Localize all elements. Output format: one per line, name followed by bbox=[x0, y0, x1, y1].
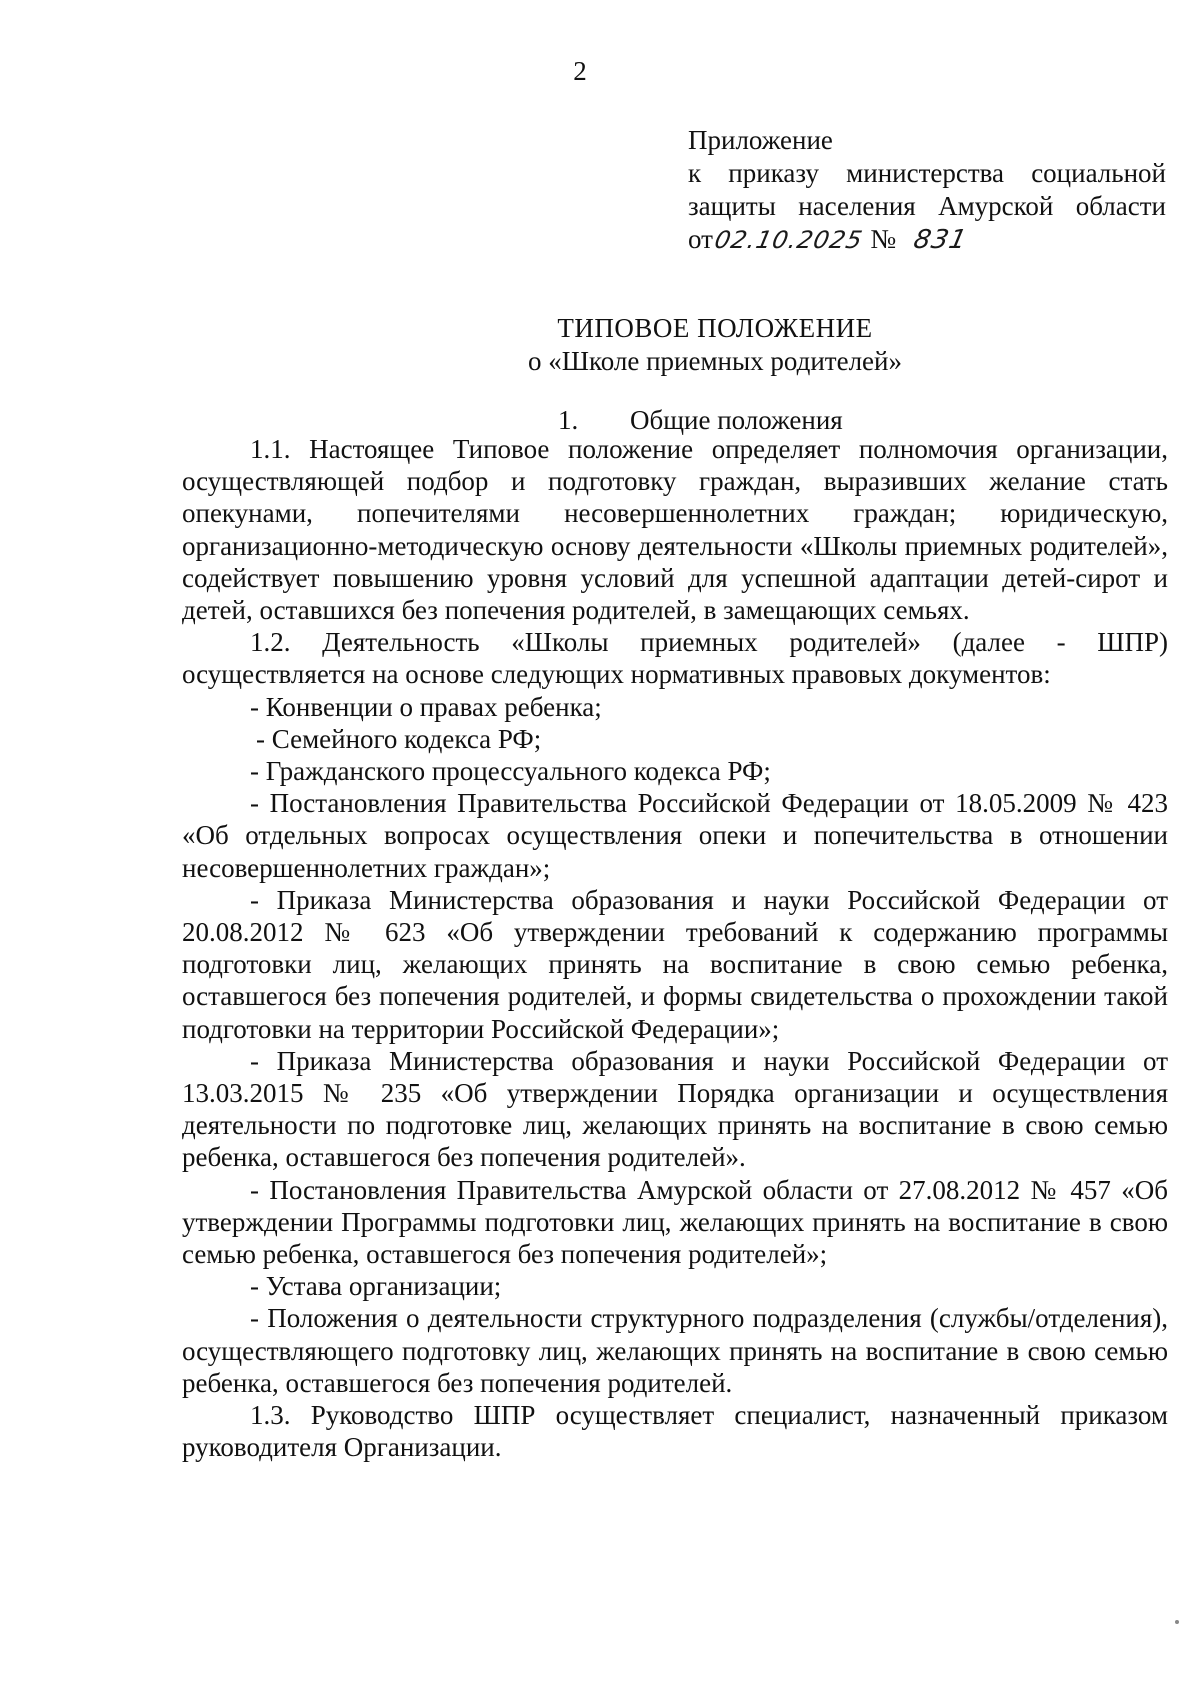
document-title bbox=[0, 312, 1200, 378]
appendix-date-line bbox=[688, 223, 1166, 257]
appendix-ministry-line: защиты населения Амурской области bbox=[688, 191, 1166, 221]
list-item: - Приказа Министерства образования и науки Российской Федерации от 13.03.2015 № 235 «Об утверждении Порядка организации и осуществления деятельности по подготовке лиц, желающих принять на воспитание в свою семью ребенка, оставшегося без попечения родителей». bbox=[182, 1045, 1168, 1173]
number-prefix: № bbox=[870, 224, 897, 254]
title-main: ТИПОВОЕ ПОЛОЖЕНИЕ bbox=[557, 313, 873, 343]
list-item: - Постановления Правительства Амурской области от 27.08.2012 № 457 «Об утверждении Программы подготовки лиц, желающих принять на воспитание в свою семью ребенка, оставшегося без попечения родителей»; bbox=[182, 1174, 1168, 1270]
appendix-label: Приложение bbox=[688, 125, 833, 155]
section-title: Общие положения bbox=[630, 405, 843, 435]
list-item: - Семейного кодекса РФ; bbox=[256, 723, 542, 754]
list-item: - Устава организации; bbox=[250, 1271, 502, 1302]
paragraph-1-2: 1.2. Деятельность «Школы приемных родителей» (далее - ШПР) осуществляется на основе следующих нормативных правовых документов: bbox=[182, 627, 1168, 690]
list-item: - Положения о деятельности структурного подразделения (службы/отделения), осуществляющего подготовку лиц, желающих принять на воспитание в свою семью ребенка, оставшегося без попечения родителей. bbox=[182, 1303, 1168, 1398]
list-item: - Гражданского процессуального кодекса РФ; bbox=[250, 756, 771, 787]
page-number: 2 bbox=[573, 56, 587, 86]
appendix-block bbox=[688, 124, 1166, 257]
title-subtitle: о «Школе приемных родителей» bbox=[528, 346, 902, 376]
body-text bbox=[182, 433, 1168, 1464]
list-item: - Конвенции о правах ребенка; bbox=[250, 691, 602, 722]
handwritten-number: 831 bbox=[911, 225, 971, 255]
appendix-order-line: к приказу министерства социальной bbox=[688, 158, 1166, 188]
paragraph-1-3: 1.3. Руководство ШПР осуществляет специалист, назначенный приказом руководителя Организации. bbox=[182, 1400, 1168, 1463]
list-item: - Постановления Правительства Российской Федерации от 18.05.2009 № 423 «Об отдельных вопросах осуществления опеки и попечительства в отношении несовершеннолетних граждан»; bbox=[182, 788, 1168, 883]
section-number: 1. bbox=[558, 405, 579, 435]
list-item: - Приказа Министерства образования и науки Российской Федерации от 20.08.2012 № 623 «Об утверждении требований к содержанию программы подготовки лиц, желающих принять на воспитание в свою семью ребенка, оставшегося без попечения родителей, и формы свидетельства о прохождении такой подготовки на территории Российской Федерации»; bbox=[182, 884, 1168, 1044]
date-prefix: от bbox=[688, 224, 713, 254]
scan-artifact bbox=[1175, 1620, 1179, 1624]
handwritten-date: 02.10.2025 bbox=[712, 226, 866, 254]
paragraph-1-1: 1.1. Настоящее Типовое положение определяет полномочия организации, осуществляющей подбор и подготовку граждан, выразивших желание стать опекунами, попечителями несовершеннолетних граждан; юридическую, организационно-методическую основу деятельности «Школы приемных родителей», содействует повышению уровня условий для успешной адаптации детей-сирот и детей, оставшихся без попечения родителей, в замещающих семьях. bbox=[182, 434, 1168, 626]
